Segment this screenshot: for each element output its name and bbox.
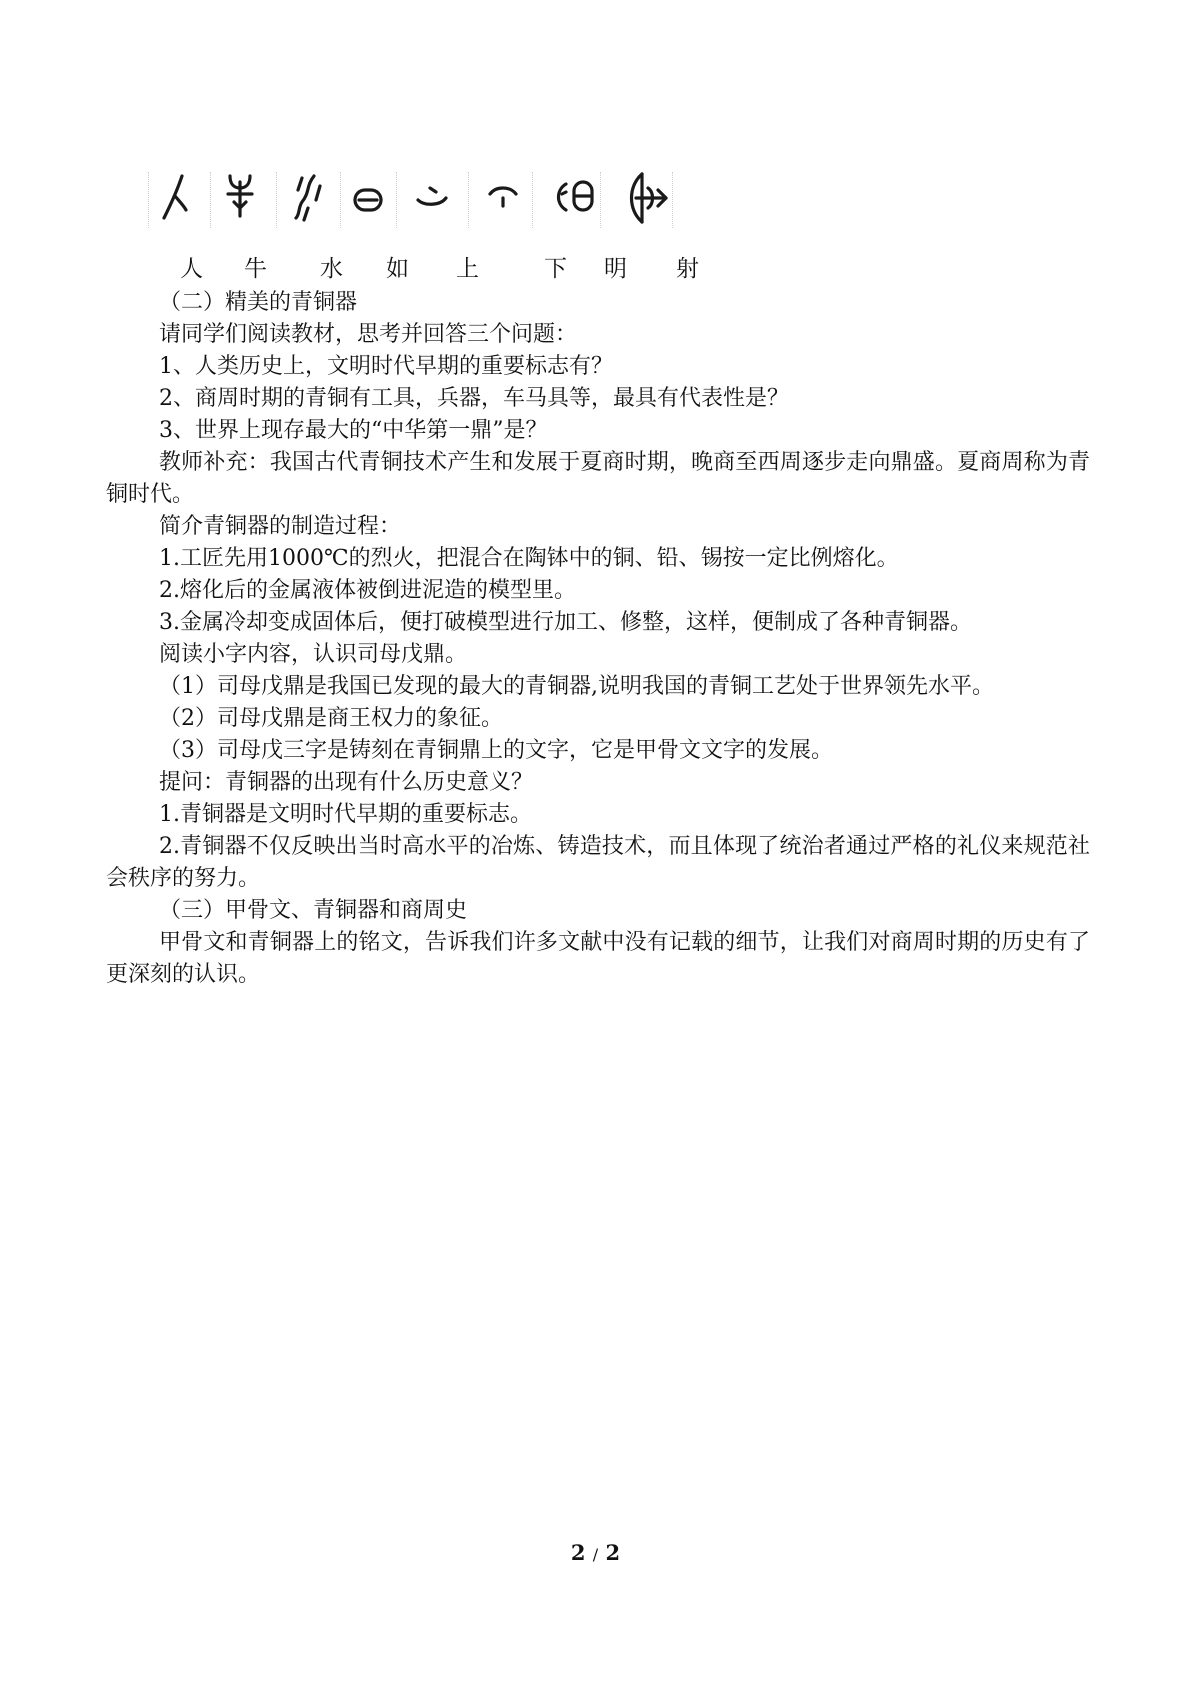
oracle-glyph-she-icon [616, 162, 678, 234]
section-heading: （三）甲骨文、青铜器和商周史 [159, 898, 468, 923]
glyph-label: 下 [544, 256, 567, 282]
oracle-glyph-ren-icon [148, 162, 210, 234]
glyph-label: 明 [604, 256, 627, 282]
oracle-glyph-niu-icon [208, 162, 270, 234]
teacher-note: 教师补充：我国古代青铜技术产生和发展于夏商时期，晚商至西周逐步走向鼎盛。夏商周称为青铜时代。 [106, 450, 1090, 507]
glyph-label: 射 [676, 256, 699, 282]
process-step: 3.金属冷却变成固体后，便打破模型进行加工、修整，这样，便制成了各种青铜器。 [159, 610, 972, 635]
oracle-glyph-xia-icon [472, 162, 534, 234]
section-heading: （二）精美的青铜器 [159, 290, 358, 315]
glyph-label: 如 [386, 256, 409, 282]
glyph-label: 上 [456, 256, 479, 282]
oracle-glyph-row [152, 162, 717, 234]
question-item: 1、人类历史上，文明时代早期的重要标志有？ [159, 354, 613, 379]
reading-point: （2）司母戊鼎是商王权力的象征。 [159, 706, 503, 731]
oracle-glyph-labels [0, 253, 1191, 285]
process-step: 1.工匠先用1000℃的烈火，把混合在陶钵中的铜、铅、锡按一定比例熔化。 [159, 546, 899, 571]
oracle-glyph-shui-icon [276, 162, 338, 234]
total-pages: 2 [605, 1540, 621, 1565]
oracle-glyph-ru-icon [338, 162, 400, 234]
answer-item: 2.青铜器不仅反映出当时高水平的冶炼、铸造技术，而且体现了统治者通过严格的礼仪来规范社会秩序的努力。 [106, 834, 1090, 891]
question-item: 2、商周时期的青铜有工具，兵器，车马具等，最具有代表性是？ [159, 386, 789, 411]
document-body [106, 287, 1090, 991]
reading-point: （1）司母戊鼎是我国已发现的最大的青铜器,说明我国的青铜工艺处于世界领先水平。 [159, 674, 994, 699]
section-intro: 请同学们阅读教材，思考并回答三个问题： [159, 322, 578, 347]
glyph-label: 人 [180, 256, 203, 282]
glyph-label: 水 [320, 256, 343, 282]
oracle-glyph-shang-icon [402, 162, 464, 234]
process-title: 简介青铜器的制造过程： [159, 514, 402, 539]
glyph-label: 牛 [244, 256, 267, 282]
cell-divider [468, 172, 469, 228]
process-step: 2.熔化后的金属液体被倒进泥造的模型里。 [159, 578, 576, 603]
section-paragraph: 甲骨文和青铜器上的铭文，告诉我们许多文献中没有记载的细节，让我们对商周时期的历史有了更深刻的认识。 [106, 930, 1090, 987]
reading-title: 阅读小字内容，认识司母戊鼎。 [159, 642, 468, 667]
question-prompt: 提问：青铜器的出现有什么历史意义？ [159, 770, 534, 795]
answer-item: 1.青铜器是文明时代早期的重要标志。 [159, 802, 532, 827]
page-separator: / [592, 1545, 599, 1564]
oracle-glyph-ming-icon [544, 162, 606, 234]
question-item: 3、世界上现存最大的“中华第一鼎”是？ [159, 418, 548, 443]
current-page: 2 [570, 1540, 586, 1565]
page-number [0, 1540, 1191, 1565]
reading-point: （3）司母戊三字是铸刻在青铜鼎上的文字，它是甲骨文文字的发展。 [159, 738, 833, 763]
